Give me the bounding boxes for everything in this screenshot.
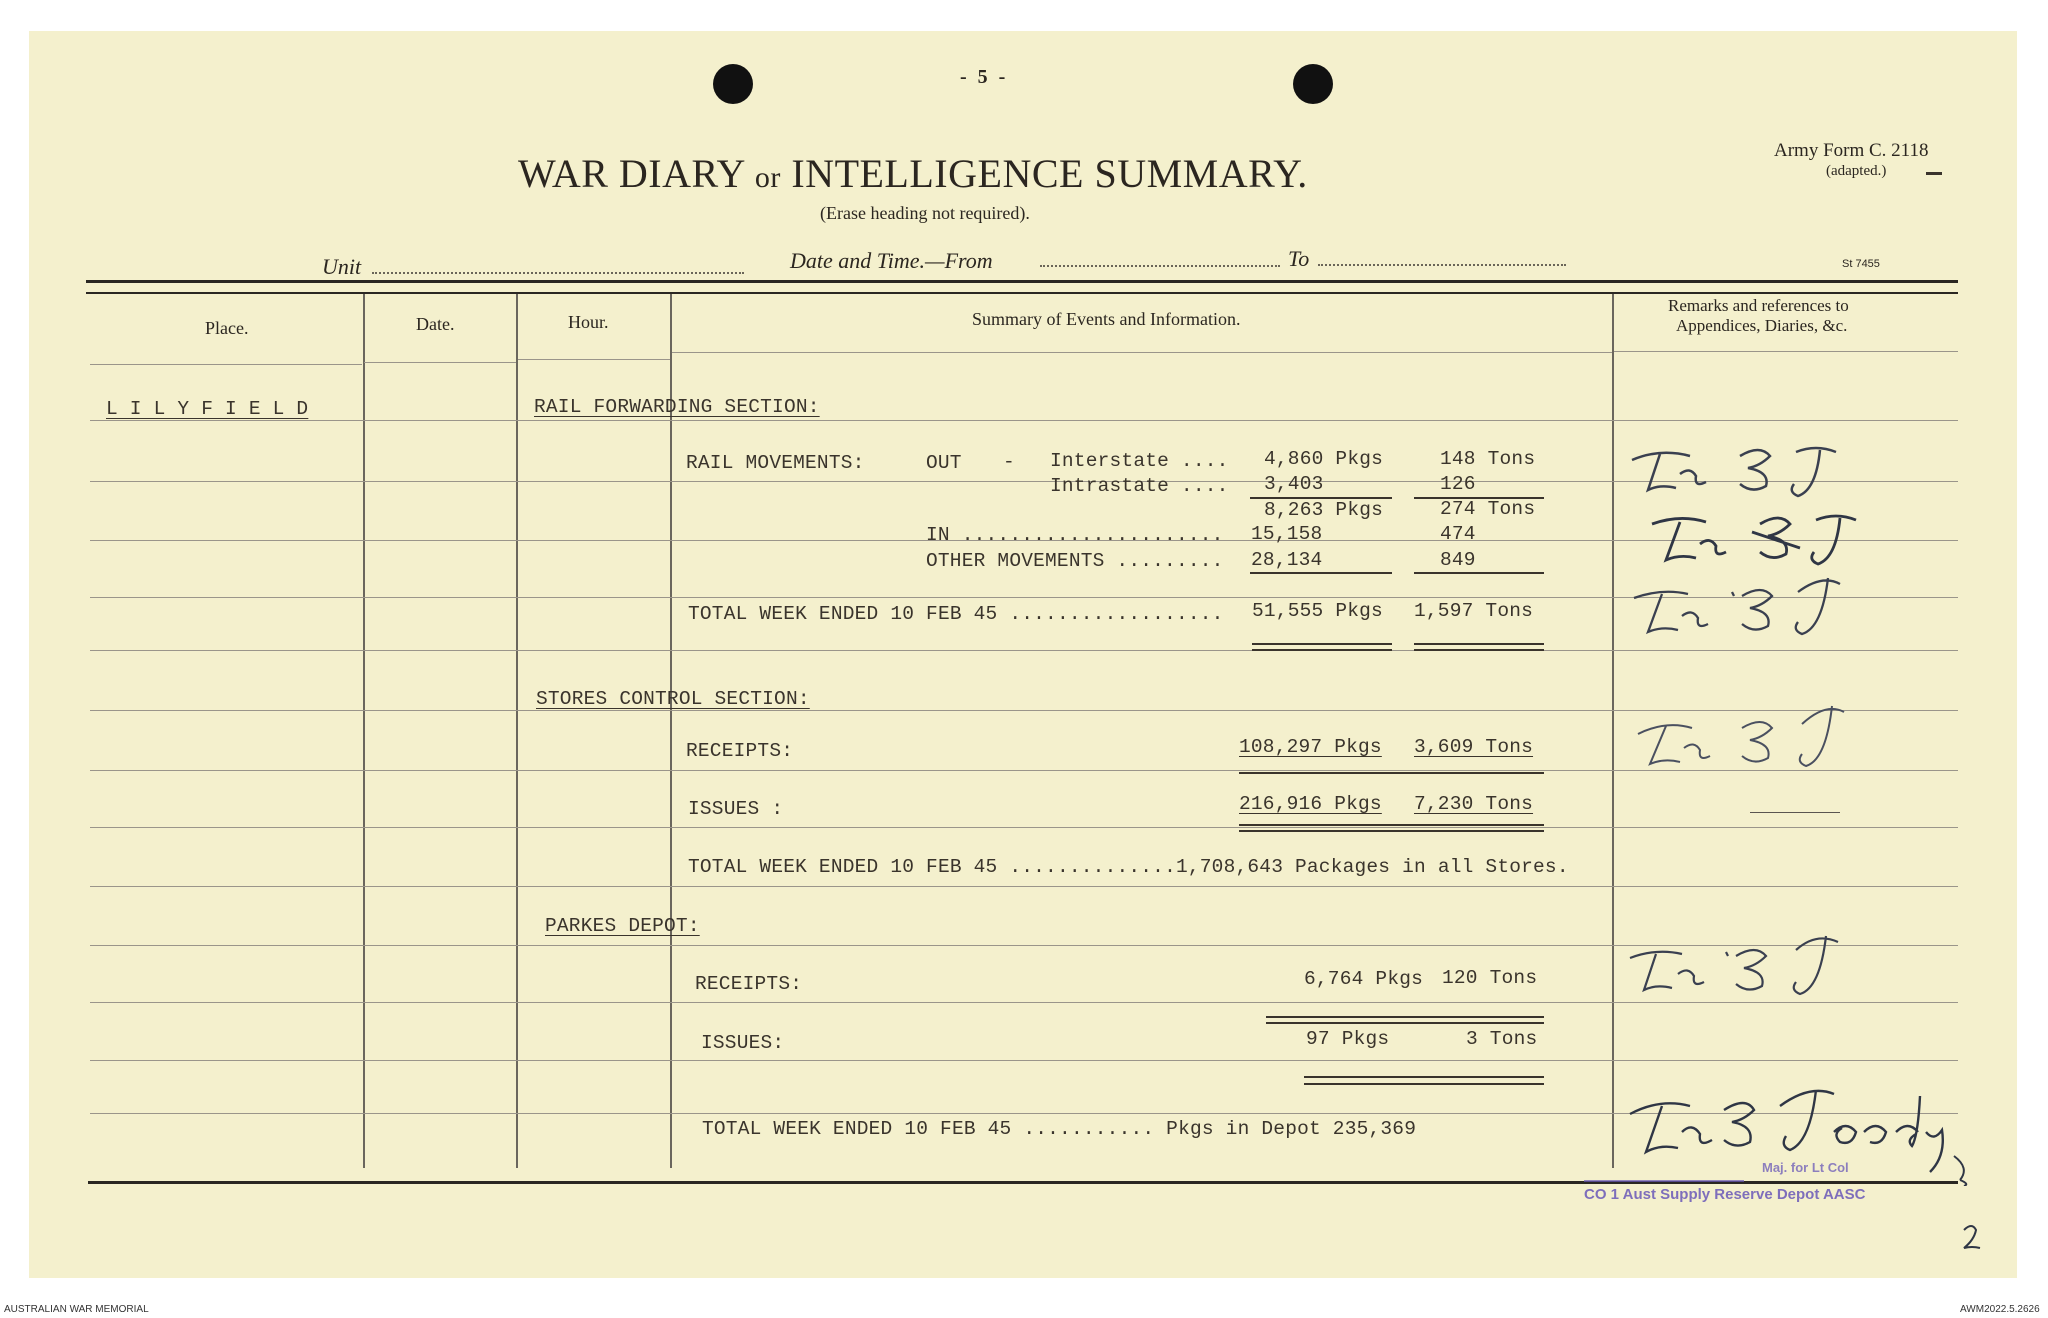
tick-mark xyxy=(1926,172,1942,175)
parkes-issues-pkgs: 97 Pkgs xyxy=(1306,1028,1390,1050)
to-label: To xyxy=(1288,246,1310,271)
in-tons: 474 xyxy=(1440,523,1476,545)
unit-dotted-line xyxy=(372,272,744,274)
col-header-summary: Summary of Events and Information. xyxy=(972,309,1241,329)
stores-issues-pkgs: 216,916 Pkgs xyxy=(1239,793,1382,815)
total-double-underline xyxy=(1252,643,1392,645)
stock-code: St 7455 xyxy=(1842,258,1880,270)
rail-forwarding-heading: RAIL FORWARDING SECTION: xyxy=(534,396,820,418)
col-header-remarks-2: Appendices, Diaries, &c. xyxy=(1676,316,1848,335)
table-top-rule xyxy=(86,280,1958,283)
place-lilyfield: L I L Y F I E L D xyxy=(106,398,309,420)
parkes-issues-label: ISSUES: xyxy=(701,1032,785,1054)
header-underline-remarks xyxy=(1614,351,1958,352)
in-pkgs: 15,158 xyxy=(1251,523,1323,545)
intrastate-tons: 126 xyxy=(1440,473,1476,495)
divider-date-hour xyxy=(516,294,518,1168)
handwritten-initials-signature xyxy=(1622,700,1902,780)
intrastate-label: Intrastate .... xyxy=(1050,475,1229,497)
date-from-label: Date and Time.—From xyxy=(790,248,993,273)
parkes-issues-underline xyxy=(1304,1076,1544,1078)
header-underline-hour xyxy=(518,359,670,360)
out-total-pkgs: 8,263 Pkgs xyxy=(1264,499,1384,521)
punch-hole-left xyxy=(713,64,753,104)
stores-control-heading: STORES CONTROL SECTION: xyxy=(536,688,810,710)
out-label: OUT xyxy=(926,452,962,474)
punch-hole-right xyxy=(1293,64,1333,104)
total-double-underline xyxy=(1414,643,1544,645)
out-total-tons: 274 Tons xyxy=(1440,498,1536,520)
stores-receipts-pkgs: 108,297 Pkgs xyxy=(1239,736,1382,758)
parkes-receipts-underline xyxy=(1266,1022,1544,1024)
handwritten-initials-signature xyxy=(1620,430,1900,510)
handwritten-initials-signature xyxy=(1616,928,1896,1008)
parkes-issues-tons: 3 Tons xyxy=(1466,1028,1538,1050)
stamp-underline xyxy=(1584,1180,1744,1182)
out-dash: - xyxy=(1003,451,1015,473)
in-label: IN ...................... xyxy=(926,524,1224,546)
stores-issues-tons: 7,230 Tons xyxy=(1414,793,1534,815)
form-name: Army Form C. 2118 xyxy=(1774,140,1929,161)
stores-issues-underline xyxy=(1239,824,1544,826)
col-header-hour: Hour. xyxy=(568,312,609,332)
rail-total-pkgs: 51,555 Pkgs xyxy=(1252,600,1383,622)
to-dotted-line xyxy=(1318,264,1566,266)
ruled-line xyxy=(90,1060,1958,1061)
interstate-tons: 148 Tons xyxy=(1440,448,1536,470)
handwritten-initials-signature xyxy=(1640,500,1920,580)
ruled-line xyxy=(90,420,1958,421)
header-underline-summary xyxy=(672,352,1612,353)
interstate-label: Interstate .... xyxy=(1050,450,1229,472)
title-war-diary: WAR DIARY xyxy=(518,151,745,196)
parkes-total: TOTAL WEEK ENDED 10 FEB 45 ........... Pkgs in Depot 235,369 xyxy=(702,1118,1417,1140)
rail-movements-label: RAIL MOVEMENTS: xyxy=(686,452,865,474)
col-header-remarks-1: Remarks and references to xyxy=(1668,296,1849,315)
stamp-unit: CO 1 Aust Supply Reserve Depot AASC xyxy=(1584,1186,1866,1203)
intrastate-pkgs: 3,403 xyxy=(1264,473,1324,495)
header-underline-date xyxy=(364,362,516,363)
dash-mark xyxy=(1750,812,1840,813)
header-underline-place xyxy=(90,364,362,365)
parkes-receipts-label: RECEIPTS: xyxy=(695,973,803,995)
date-from-dotted-line xyxy=(1040,265,1280,267)
total-double-underline xyxy=(1252,649,1392,651)
col-header-date: Date. xyxy=(416,314,455,334)
handwritten-initials-signature xyxy=(1622,570,1902,650)
rail-total-label: TOTAL WEEK ENDED 10 FEB 45 .................. xyxy=(688,603,1224,625)
page-number: - 5 - xyxy=(960,66,1009,88)
unit-label: Unit xyxy=(322,254,362,279)
rail-total-tons: 1,597 Tons xyxy=(1414,600,1534,622)
divider-place-date xyxy=(363,294,365,1168)
form-adapted: (adapted.) xyxy=(1826,163,1887,179)
sum-underline-tons xyxy=(1414,572,1544,574)
subtitle: (Erase heading not required). xyxy=(820,203,1030,223)
stores-receipts-underline xyxy=(1239,772,1544,774)
interstate-pkgs: 4,860 Pkgs xyxy=(1264,448,1384,470)
title-or: or xyxy=(754,161,781,194)
other-movements-label: OTHER MOVEMENTS ......... xyxy=(926,550,1224,572)
stamp-rank: Maj. for Lt Col xyxy=(1762,1160,1849,1175)
ruled-line xyxy=(90,827,1958,828)
parkes-issues-underline xyxy=(1304,1083,1544,1085)
ruled-line xyxy=(90,650,1958,651)
stores-issues-underline xyxy=(1239,830,1544,832)
page-title xyxy=(518,150,1308,197)
parkes-receipts-underline xyxy=(1266,1016,1544,1018)
other-tons: 849 xyxy=(1440,549,1476,571)
stores-issues-label: ISSUES : xyxy=(688,798,784,820)
footer-accession-number: AWM2022.5.2626 xyxy=(1960,1304,2040,1315)
parkes-depot-heading: PARKES DEPOT: xyxy=(545,915,700,937)
total-double-underline xyxy=(1414,649,1544,651)
col-header-place: Place. xyxy=(205,318,249,338)
other-pkgs: 28,134 xyxy=(1251,549,1323,571)
footer-institution: AUSTRALIAN WAR MEMORIAL xyxy=(4,1304,149,1315)
table-top-rule-2 xyxy=(86,292,1958,294)
stores-receipts-label: RECEIPTS: xyxy=(686,740,794,762)
ruled-line xyxy=(90,886,1958,887)
divider-hour-summary xyxy=(670,294,672,1168)
handwritten-number-2 xyxy=(1960,1222,1984,1254)
stores-total: TOTAL WEEK ENDED 10 FEB 45 ..............1,708,643 Packages in all Stores. xyxy=(688,856,1569,878)
sum-underline-pkgs xyxy=(1250,572,1392,574)
parkes-receipts-pkgs: 6,764 Pkgs xyxy=(1304,968,1424,990)
divider-summary-remarks xyxy=(1612,294,1614,1168)
parkes-receipts-tons: 120 Tons xyxy=(1442,967,1538,989)
stores-receipts-tons: 3,609 Tons xyxy=(1414,736,1534,758)
title-intelligence-summary: INTELLIGENCE SUMMARY. xyxy=(791,151,1308,196)
